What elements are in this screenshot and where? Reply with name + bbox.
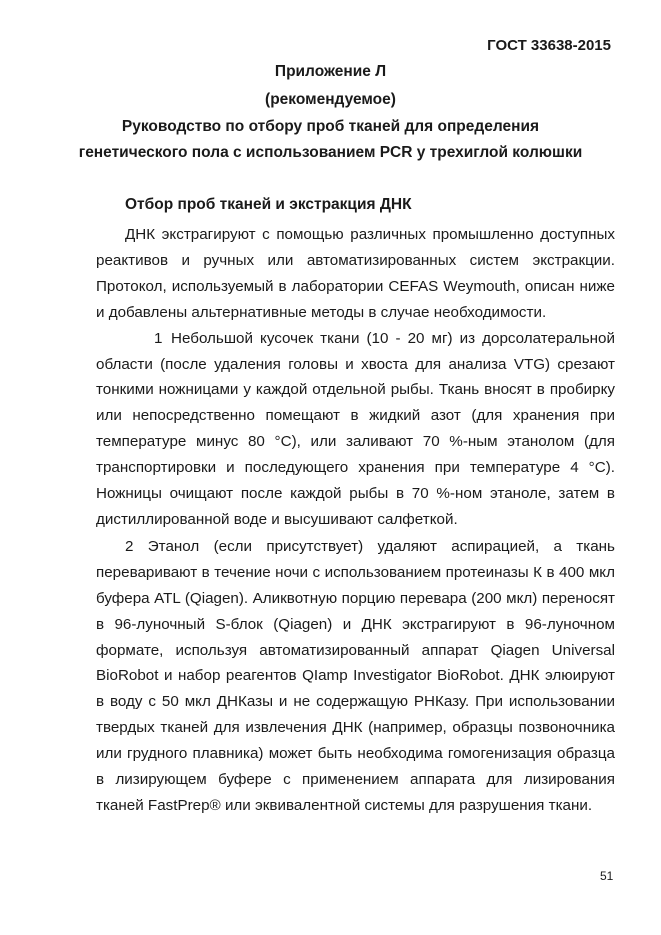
standard-number: ГОСТ 33638-2015	[487, 37, 611, 54]
step-2-paragraph	[96, 534, 615, 819]
step-1-text: Небольшой кусочек ткани (10 - 20 мг) из дорсолатеральной области (после удаления головы и хвоста для анализа VTG) срезают тонкими ножницами у каждой отдельной рыбы. Ткань вносят в пробирку или непосредственно помещают в жидкий азот (для хранения при температуре минус 80 °C), или заливают 70 %-ным этанолом (для транспортировки и последующего хранения при температуре 4 °C). Ножницы очищают после каждой рыбы в 70 %-ном этаноле, затем в дистиллированной воде и высушивают салфеткой.	[96, 329, 615, 528]
appendix-status: (рекомендуемое)	[265, 91, 396, 108]
intro-paragraph: ДНК экстрагируют с помощью различных промышленно доступных реактивов и ручных или автоматизированных систем экстракции. Протокол, используемый в лаборатории CEFAS Weymouth, описан ниже и добавлены альтернативные методы в случае необходимости.	[96, 226, 615, 321]
appendix-title-line-2: генетического пола с использованием PCR у трехиглой колюшки	[78, 144, 583, 161]
appendix-label: Приложение Л	[274, 63, 387, 80]
step-2-text: Этанол (если присутствует) удаляют аспирацией, а ткань переваривают в течение ночи с использованием протеиназы К в 400 мкл буфера ATL (Qiagen). Аликвотную порцию перевара (200 мкл) переносят в 96-луночный S-блок (Qiagen) и ДНК экстрагируют в 96-луночном формате, используя автоматизированный аппарат Qiagen Universal BioRobot и набор реагентов QIamp Investigator BioRobot. ДНК элюируют в воду с 50 мкл ДНКазы и не содержащую РНКазу. При использовании твердых тканей для извлечения ДНК (например, образцы позвоночника или грудного плавника) может быть необходима гомогенизация образца в лизирующем буфере с применением аппарата для лизирования тканей FastPrep® или эквивалентной системы для разрушения ткани.	[96, 537, 615, 814]
step-2-number: 2	[125, 537, 134, 555]
step-1-number: 1	[154, 329, 163, 347]
page-number: 51	[600, 869, 614, 883]
appendix-title-line-1: Руководство по отбору проб тканей для определения	[121, 118, 540, 135]
step-1-paragraph	[96, 326, 615, 533]
section-body	[96, 222, 615, 819]
section-heading: Отбор проб тканей и экстракция ДНК	[125, 196, 412, 213]
